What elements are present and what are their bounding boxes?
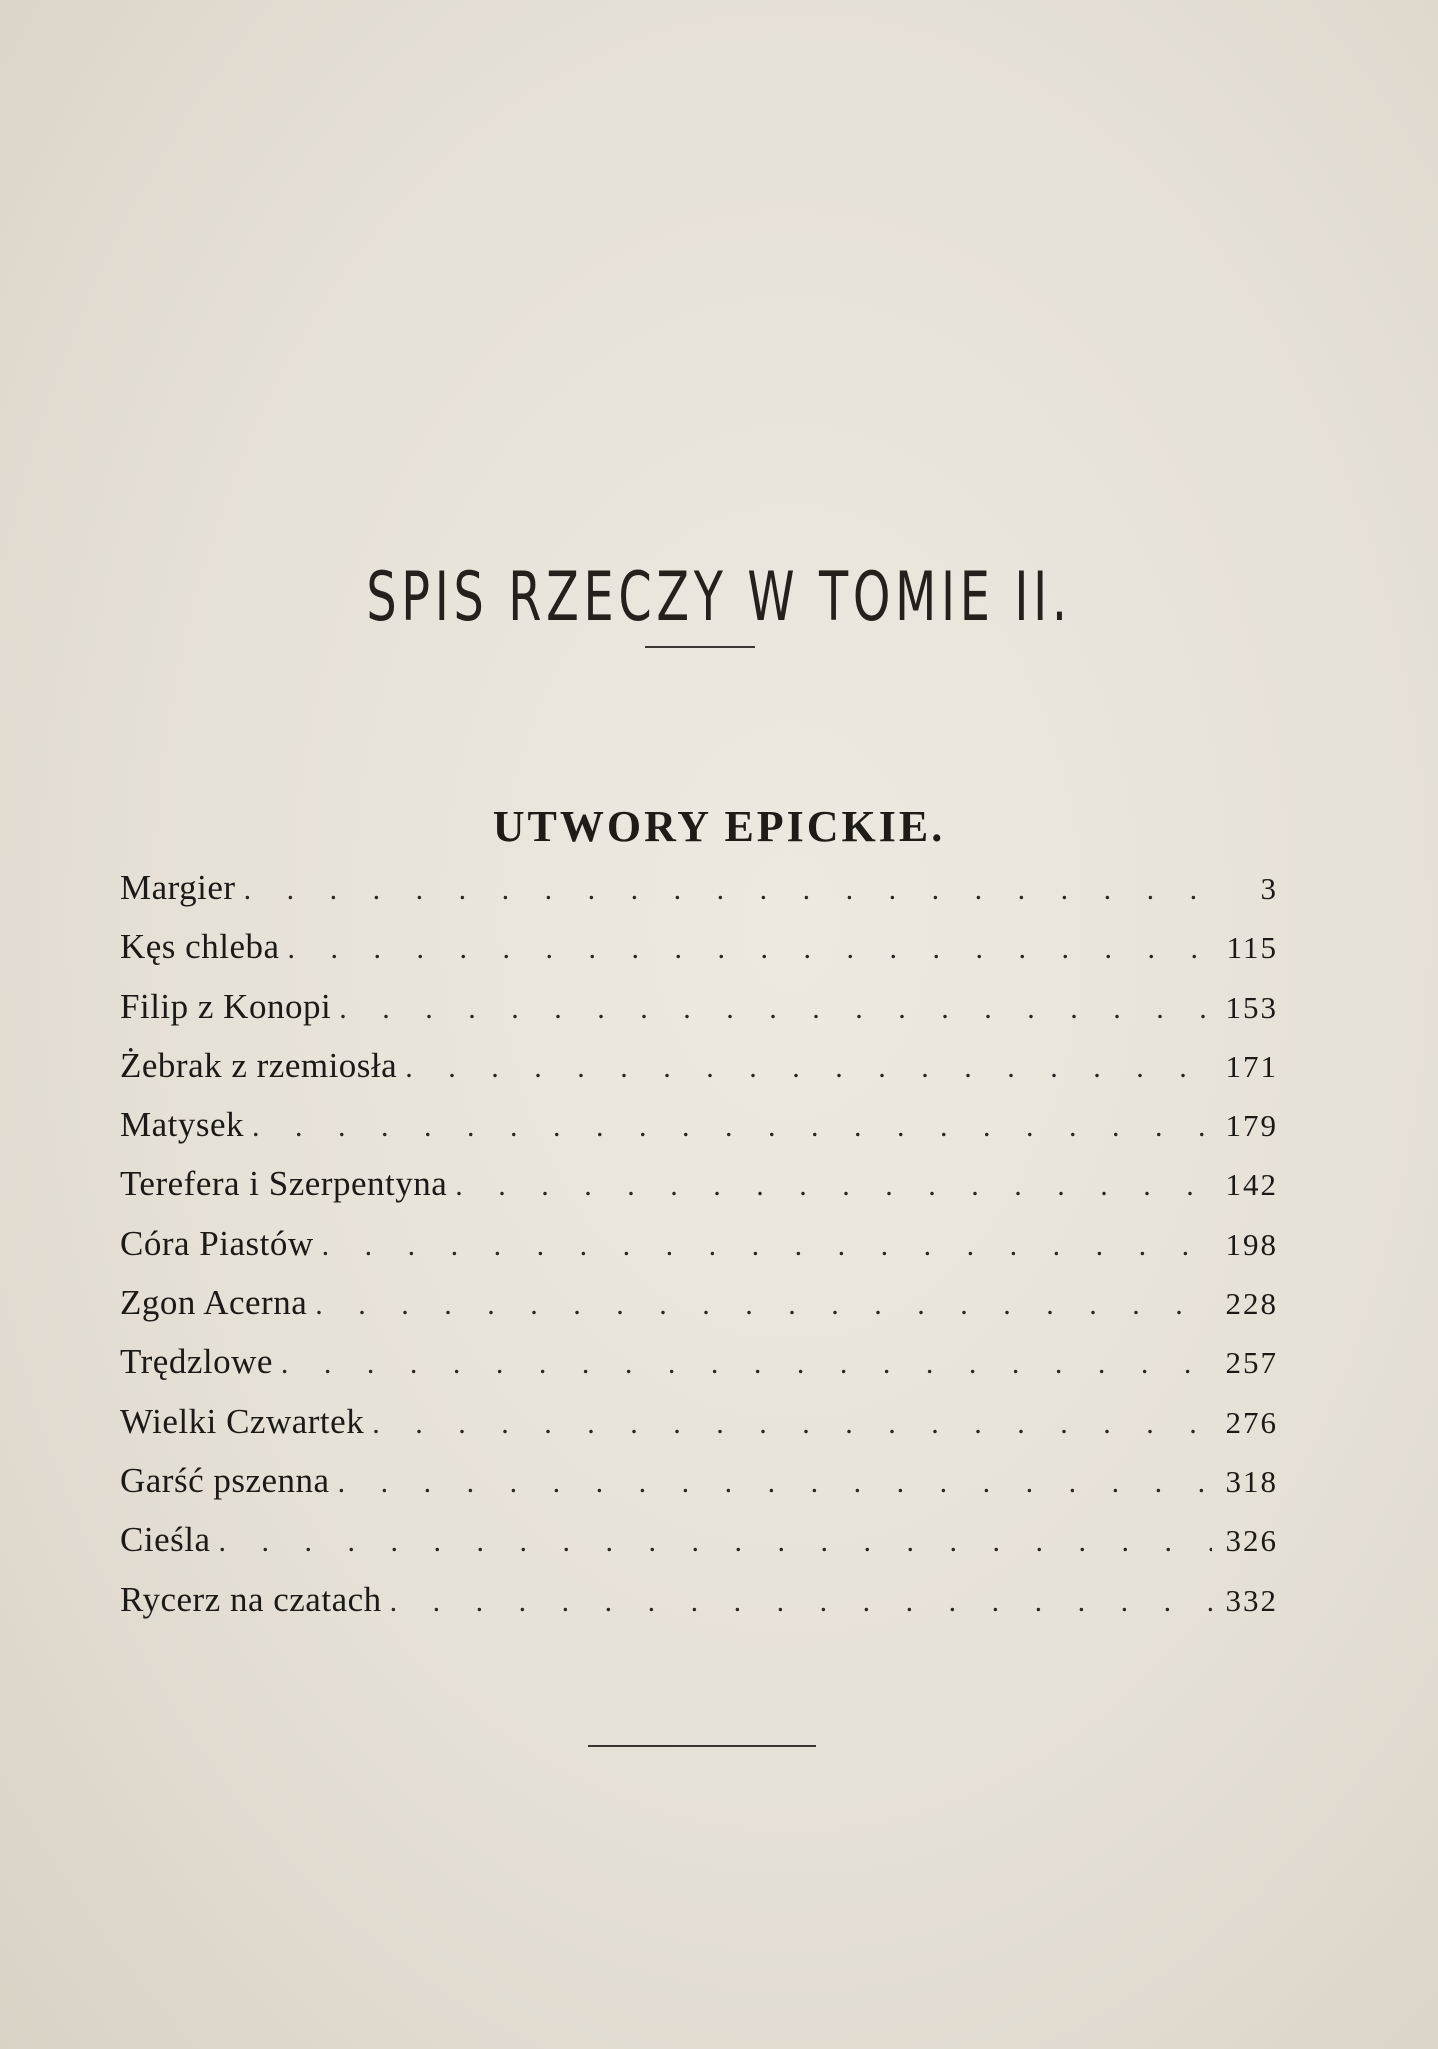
dot-leader bbox=[390, 1572, 1212, 1631]
toc-entry-page: 326 bbox=[1225, 1523, 1278, 1559]
table-of-contents bbox=[120, 858, 1278, 1629]
toc-entry bbox=[120, 977, 1278, 1036]
dot-leader bbox=[339, 979, 1212, 1038]
toc-entry-page: 115 bbox=[1226, 930, 1278, 966]
toc-entry-page: 332 bbox=[1225, 1582, 1278, 1618]
toc-entry bbox=[120, 858, 1278, 917]
toc-entry-page: 276 bbox=[1225, 1404, 1278, 1440]
section-heading: UTWORY EPICKIE. bbox=[492, 801, 946, 851]
toc-entry bbox=[120, 1154, 1278, 1213]
dot-leader bbox=[288, 919, 1212, 978]
toc-entry-page: 171 bbox=[1225, 1048, 1278, 1084]
toc-entry bbox=[120, 1510, 1278, 1569]
toc-entry-page: 3 bbox=[1260, 871, 1278, 906]
dot-leader bbox=[315, 1275, 1212, 1334]
dot-leader bbox=[244, 860, 1212, 919]
toc-entry-title: Zgon Acerna bbox=[120, 1283, 308, 1323]
toc-entry bbox=[120, 1332, 1278, 1391]
toc-entry bbox=[120, 1570, 1278, 1629]
dot-leader bbox=[322, 1216, 1212, 1275]
toc-entry-title: Garść pszenna bbox=[120, 1460, 330, 1500]
dot-leader bbox=[218, 1512, 1212, 1571]
title-divider bbox=[645, 646, 755, 648]
dot-leader bbox=[405, 1038, 1212, 1097]
toc-entry-title: Kęs chleba bbox=[120, 927, 280, 967]
toc-entry bbox=[120, 1214, 1278, 1273]
toc-entry-title: Żebrak z rzemiosła bbox=[120, 1045, 398, 1085]
closing-divider bbox=[588, 1745, 816, 1747]
toc-entry-page: 142 bbox=[1225, 1167, 1278, 1203]
toc-entry bbox=[120, 917, 1278, 976]
toc-entry-page: 198 bbox=[1225, 1226, 1278, 1262]
toc-entry-title: Rycerz na czatach bbox=[120, 1579, 382, 1619]
toc-entry bbox=[120, 1392, 1278, 1451]
toc-entry bbox=[120, 1095, 1278, 1154]
toc-entry-title: Filip z Konopi bbox=[120, 986, 332, 1026]
toc-entry-page: 257 bbox=[1225, 1345, 1278, 1381]
toc-entry-title: Wielki Czwartek bbox=[120, 1401, 365, 1441]
toc-entry-title: Córa Piastów bbox=[120, 1223, 314, 1263]
toc-entry bbox=[120, 1451, 1278, 1510]
dot-leader bbox=[281, 1334, 1212, 1393]
toc-entry bbox=[120, 1036, 1278, 1095]
dot-leader bbox=[455, 1156, 1212, 1215]
toc-entry-title: Margier bbox=[120, 868, 236, 907]
toc-entry-title: Terefera i Szerpentyna bbox=[120, 1164, 448, 1204]
toc-entry-title: Trędzlowe bbox=[120, 1342, 273, 1382]
toc-entry bbox=[120, 1273, 1278, 1332]
dot-leader bbox=[252, 1097, 1212, 1156]
toc-entry-page: 179 bbox=[1225, 1108, 1278, 1144]
toc-entry-title: Matysek bbox=[120, 1105, 245, 1145]
toc-entry-page: 153 bbox=[1225, 989, 1278, 1025]
toc-entry-title: Cieśla bbox=[120, 1520, 211, 1560]
dot-leader bbox=[338, 1453, 1212, 1512]
toc-entry-page: 318 bbox=[1225, 1463, 1278, 1499]
dot-leader bbox=[372, 1394, 1212, 1453]
page-title: SPIS RZECZY W TOMIE II. bbox=[366, 557, 1072, 637]
toc-entry-page: 228 bbox=[1225, 1286, 1278, 1322]
